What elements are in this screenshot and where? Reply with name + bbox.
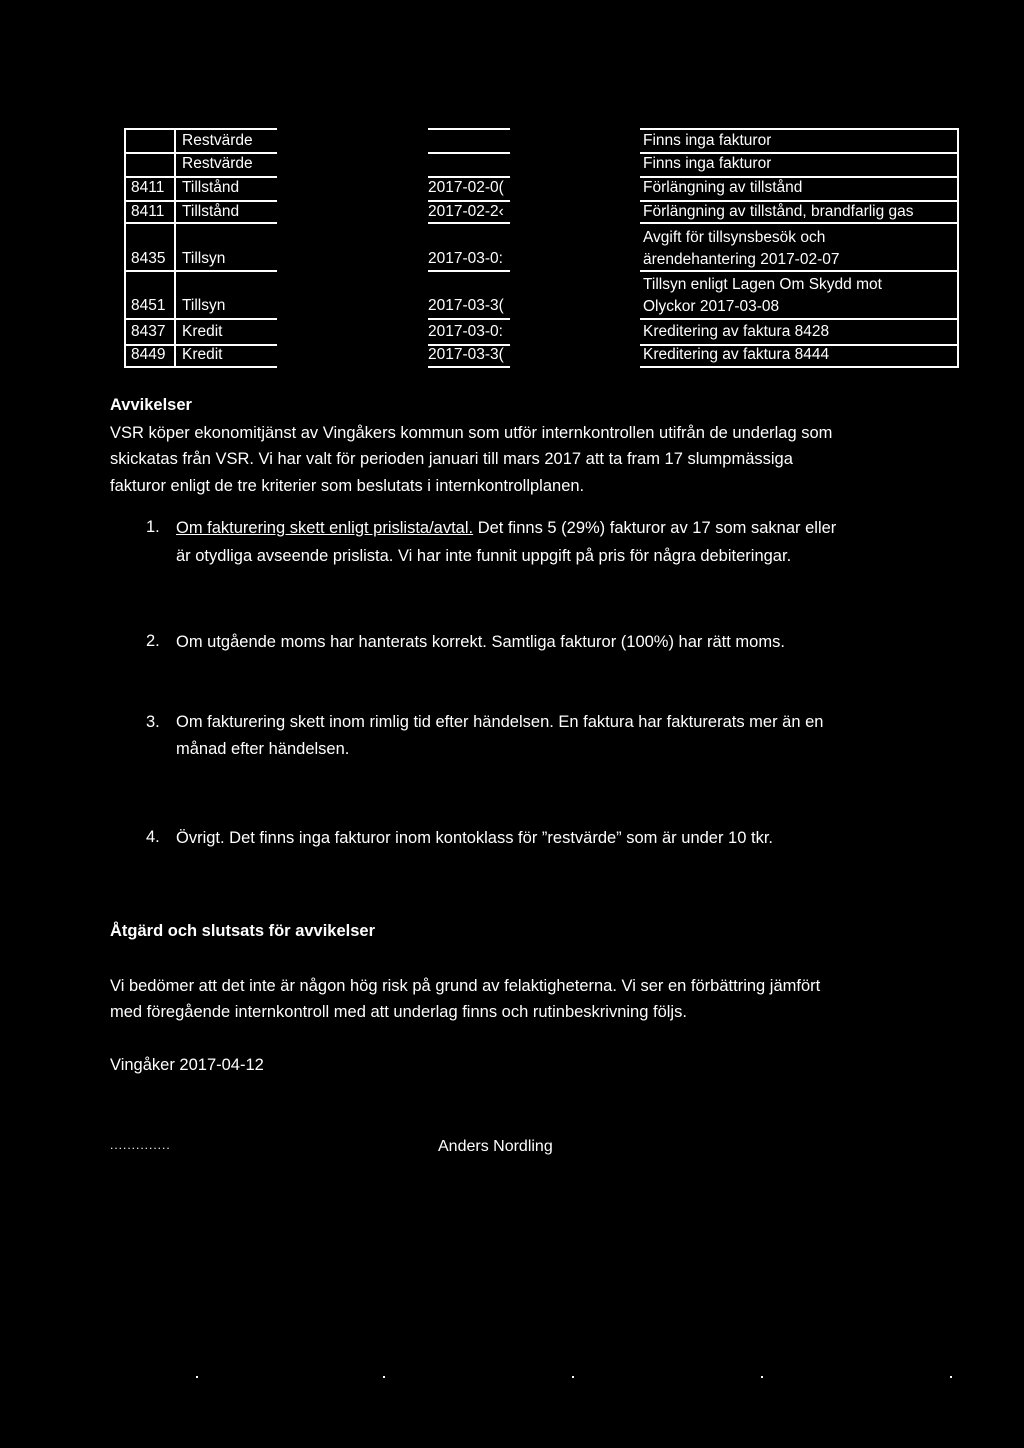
cell-num: 8451 <box>131 297 166 314</box>
item-1-title: Om fakturering skett enligt prislista/avtal. <box>176 519 474 537</box>
row-line <box>640 152 959 154</box>
signature-left: .............. <box>110 1138 171 1152</box>
row-line <box>428 222 510 224</box>
cell-desc: Avgift för tillsynsbesök och <box>643 229 826 246</box>
cell-desc: Förlängning av tillstånd <box>643 179 803 196</box>
row-line <box>124 176 277 178</box>
cell-num: 8435 <box>131 250 166 267</box>
deviations-intro-line: VSR köper ekonomitjänst av Vingåkers kommun som utför internkontrollen utifrån de underlag som <box>110 424 833 442</box>
row-line <box>124 128 277 130</box>
row-line <box>428 366 510 368</box>
item-1-line <box>176 515 836 541</box>
row-line <box>124 270 277 272</box>
cell-date: 2017-02-0( <box>428 179 504 196</box>
row-line <box>640 318 959 320</box>
cell-num: 8411 <box>131 203 165 220</box>
cell-desc: Förlängning av tillstånd, brandfarlig gas <box>643 203 914 220</box>
row-line <box>428 128 510 130</box>
scan-speck <box>761 1376 763 1378</box>
cell-num: 8449 <box>131 346 166 363</box>
scan-speck <box>950 1376 952 1378</box>
cell-type: Kredit <box>182 323 223 340</box>
row-line <box>640 128 959 130</box>
item-1-line-2: är otydliga avseende prislista. Vi har inte funnit uppgift på pris för några debiteringar. <box>176 547 792 565</box>
table-divider-num <box>174 128 176 368</box>
item-1-text: Det finns 5 (29%) fakturor av 17 som saknar eller <box>473 519 837 537</box>
row-line <box>428 152 510 154</box>
cell-num: 8437 <box>131 323 166 340</box>
cell-date: 2017-03-3( <box>428 297 504 314</box>
cell-type: Tillstånd <box>182 179 240 196</box>
item-number: 4. <box>146 828 160 846</box>
cell-type: Restvärde <box>182 132 253 149</box>
cell-desc: ärendehantering 2017-02-07 <box>643 251 840 268</box>
item-number: 2. <box>146 632 160 650</box>
cell-desc: Kreditering av faktura 8444 <box>643 346 830 363</box>
row-line <box>428 176 510 178</box>
row-line <box>640 222 959 224</box>
item-2-line: Om utgående moms har hanterats korrekt. Samtliga fakturor (100%) har rätt moms. <box>176 633 785 651</box>
row-line <box>428 318 510 320</box>
row-line <box>124 366 277 368</box>
item-4-line: Övrigt. Det finns inga fakturor inom kontoklass för ”restvärde” som är under 10 tkr. <box>176 829 773 847</box>
scan-speck <box>383 1376 385 1378</box>
row-line <box>640 200 959 202</box>
table-border-right <box>957 128 959 368</box>
row-line <box>640 366 959 368</box>
item-3-line-2: månad efter händelsen. <box>176 740 350 758</box>
cell-date: 2017-03-0: <box>428 323 503 340</box>
cell-type: Tillsyn <box>182 297 226 314</box>
cell-type: Restvärde <box>182 155 253 172</box>
cell-num: 8411 <box>131 179 165 196</box>
cell-type: Tillsyn <box>182 250 226 267</box>
conclusion-line: med föregående internkontroll med att underlag finns och rutinbeskrivning följs. <box>110 1003 687 1021</box>
cell-type: Tillstånd <box>182 203 240 220</box>
item-number: 3. <box>146 713 160 731</box>
deviations-intro-line: fakturor enligt de tre kriterier som beslutats i internkontrollplanen. <box>110 477 585 495</box>
row-line <box>124 318 277 320</box>
table-border-left <box>124 128 126 368</box>
conclusion-heading: Åtgärd och slutsats för avvikelser <box>110 922 376 940</box>
cell-date: 2017-03-3( <box>428 346 504 363</box>
cell-date: 2017-03-0: <box>428 250 503 267</box>
row-line <box>640 270 959 272</box>
row-line <box>124 222 277 224</box>
row-line <box>428 270 510 272</box>
cell-desc: Finns inga fakturor <box>643 155 772 172</box>
conclusion-line: Vi bedömer att det inte är någon hög risk på grund av felaktigheterna. Vi ser en förbättring jämfört <box>110 977 821 995</box>
row-line <box>640 176 959 178</box>
signature-right: Anders Nordling <box>438 1138 553 1155</box>
item-3-line: Om fakturering skett inom rimlig tid efter händelsen. En faktura har fakturerats mer än en <box>176 713 824 731</box>
scan-speck <box>572 1376 574 1378</box>
cell-desc: Tillsyn enligt Lagen Om Skydd mot <box>643 276 882 293</box>
deviations-intro-line: skickatas från VSR. Vi har valt för perioden januari till mars 2017 att ta fram 17 slumpmässiga <box>110 450 793 468</box>
row-line <box>124 200 277 202</box>
item-number: 1. <box>146 518 160 536</box>
row-line <box>428 200 510 202</box>
scan-speck <box>196 1376 198 1378</box>
cell-date: 2017-02-2‹ <box>428 203 504 220</box>
cell-desc: Kreditering av faktura 8428 <box>643 323 830 340</box>
place-date: Vingåker 2017-04-12 <box>110 1056 264 1074</box>
cell-desc: Olyckor 2017-03-08 <box>643 298 780 315</box>
deviations-heading: Avvikelser <box>110 396 192 414</box>
cell-type: Kredit <box>182 346 223 363</box>
row-line <box>124 152 277 154</box>
cell-desc: Finns inga fakturor <box>643 132 772 149</box>
